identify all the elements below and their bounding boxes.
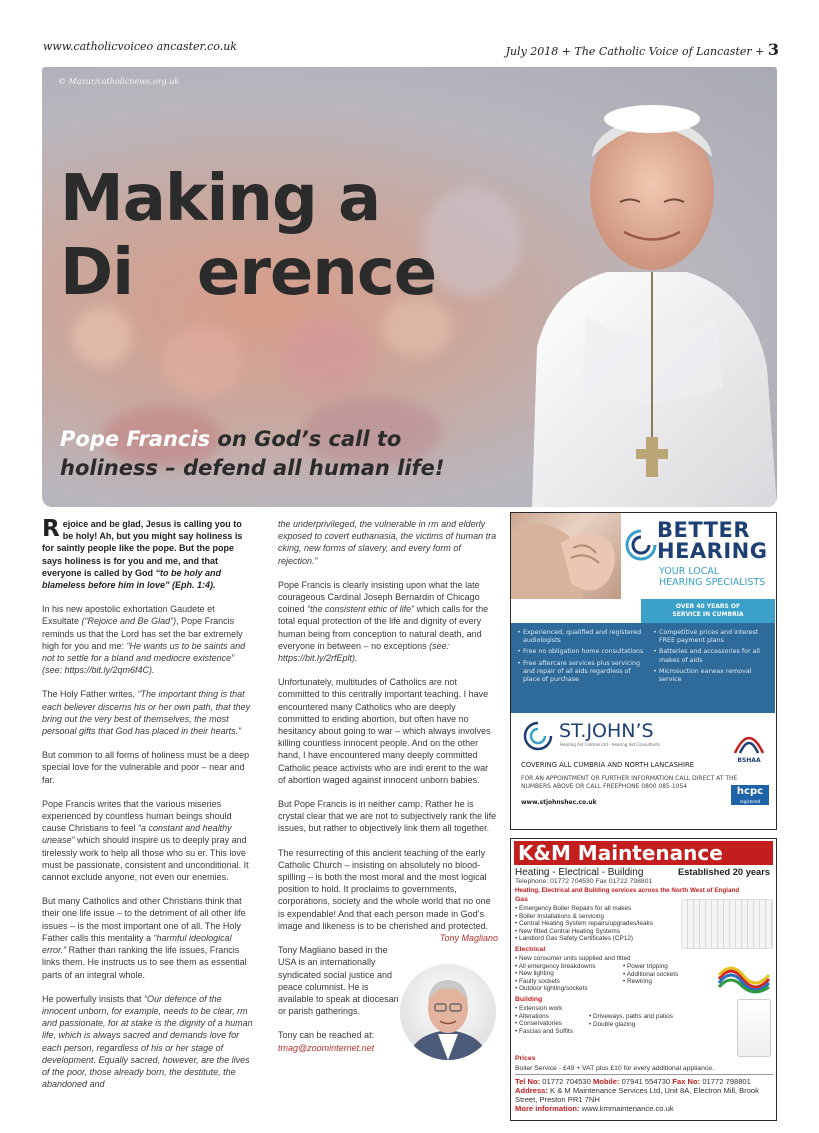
- st-johns-subtitle: Hearing Aid Centres Ltd · Hearing Aid Consultants: [560, 742, 660, 747]
- list-item: • Double glazing: [589, 1021, 673, 1029]
- article-column-1: [42, 518, 254, 1102]
- running-header: [43, 38, 779, 59]
- bokeh-light: [72, 307, 132, 367]
- st-johns-logo: ST.JOHN’S: [559, 720, 654, 742]
- km-mobile[interactable]: 07941 554730: [619, 1077, 673, 1086]
- list-item: • Landlord Gas Safety Certificates (CP12): [515, 935, 653, 943]
- cables-image: [715, 961, 773, 997]
- advert-km-maintenance[interactable]: [510, 838, 777, 1121]
- service-item: • Microsuction earwax removal service: [653, 668, 771, 684]
- list-item: • New lighting: [515, 970, 631, 978]
- bokeh-light: [162, 327, 242, 397]
- paragraph: But many Catholics and other Christians think that their one life issue – to the detriment of all other life issues – is the most important one of all. The Holy Father calls this mentality a “harmful ideological error.” Rather than ranking the life issues, Francis links them. He instructs us to see them as essential parts of an integral whole.: [42, 896, 247, 980]
- gas-heading: Gas: [515, 896, 528, 903]
- km-contact-details: Tel No: 01772 704530 Mobile: 07941 554730 Fax No: 01772 798801 Address: K & M Maintenance Services Ltd, Unit 8A, Electron Mill, Brook Street, Preston PR1 7NH More information: www.kmmaintenance.co.uk: [515, 1077, 759, 1113]
- better-hearing-swirl-icon: [623, 527, 659, 563]
- paragraph: The Holy Father writes, “The important thing is that each believer discerns his or her own path, that they bring out the very best of themselves, the most personal gifts that God has placed in their hearts.”: [42, 689, 251, 737]
- article-column-2: [278, 518, 498, 1066]
- paragraph: In his new apostolic exhortation Gaudete et Exsultate (“Rejoice and Be Glad”), Pope Francis reminds us that the Lord has set the bar extremely high for you and me: “He wants us to be saints and not to settle for a bland and mediocre existence” (see: https://bit.ly/2qm6f4C).: [42, 604, 246, 676]
- years-banner: OVER 40 YEARS OF SERVICE IN CUMBRIA: [641, 599, 775, 623]
- better-hearing-logo: BETTER HEARING: [657, 518, 768, 563]
- paragraph: Pope Francis is clearly insisting upon what the late courageous Cardinal Joseph Bernardin of Chicago coined “the consistent ethic of life” which calls for the total equal protection of the life and dignity of every human being from conception to natural death, and everyone in between – no exceptions (see: https://bit.ly/2rfEplt).: [278, 579, 489, 664]
- service-item: • Competitive prices and interest FREE payment plans: [653, 629, 771, 645]
- building-list-left: [515, 1005, 573, 1035]
- list-item: • Fascias and Soffits: [515, 1028, 573, 1036]
- lead-paragraph: Rejoice and be glad, Jesus is calling you to be holy! Ah, but you might say holiness is for saintly people like the pope. But the pope says holiness is for you and me, and that everyone is called by God “to be holy and blameless before him in love” (Eph. 1:4).: [42, 516, 243, 591]
- standfirst-text: on God’s call to: [210, 427, 402, 451]
- bio-text: Tony Magliano based in the USA is an internationally syndicated social justice and peace columnist. He is available to speak at diocesan or parish gatherings.: [278, 945, 399, 1017]
- contact-line: Tony can be reached at:: [278, 1030, 375, 1041]
- page-number: 3: [767, 40, 779, 59]
- km-telephone[interactable]: 01772 704530: [540, 1077, 593, 1086]
- bshaa-badge-icon: [729, 723, 769, 757]
- km-website[interactable]: www.kmmaintenance.co.uk: [579, 1104, 674, 1113]
- list-item: • Boiler Installations & servicing: [515, 913, 653, 921]
- hcpc-badge: hcpc: [731, 785, 769, 805]
- list-item: • New fitted Central Heating Systems: [515, 928, 653, 936]
- list-item: • Additional sockets: [623, 971, 678, 979]
- list-item: • Alterations: [515, 1013, 573, 1021]
- author-signature: Tony Magliano: [439, 933, 498, 944]
- boiler-image: [737, 999, 771, 1057]
- paragraph: But common to all forms of holiness must be a deep special love for the vulnerable and poor – near and far.: [42, 750, 250, 785]
- km-services-heading: Heating - Electrical - Building: [515, 867, 644, 878]
- km-established: Established 20 years: [678, 867, 770, 877]
- site-url[interactable]: www.catholicvoiceo ancaster.co.uk: [43, 40, 237, 53]
- paragraph: He powerfully insists that “Our defence of the innocent unborn, for example, needs to be clear, rm and passionate, for at stake is the dignity of a human life, which is always sacred and demands love for each person, regardless of his or her stage of development. Equally sacred, however, are the lives of the poor, those already born, the destitute, the abandoned and: [42, 993, 253, 1090]
- standfirst: [60, 425, 480, 483]
- service-item: • Experienced, qualified and registered audiologists: [517, 629, 649, 645]
- building-list-right: [589, 1013, 673, 1028]
- st-johns-website[interactable]: www.stjohnshec.co.uk: [521, 799, 597, 806]
- list-item: • All emergency breakdowns: [515, 963, 631, 971]
- services-list-right: [653, 629, 771, 687]
- paragraph: But Pope Francis is in neither camp. Rather he is crystal clear that we are not to subjectively rank the life issues, but rather to objectively link them all together.: [278, 799, 497, 834]
- list-item: • Outdoor lighting/sockets: [515, 985, 631, 993]
- paragraph: The resurrecting of this ancient teaching of the early Catholic Church – insisting on absolutely no blood-spilling – is both the most moral and the most logical position to hold. It proclaims to governments, corporations, society and the whole world that no one is expendable! And that each person made in God’s image and likeness is to be cherished and protected. Tony Magliano: [278, 847, 498, 944]
- st-johns-swirl-icon: [521, 721, 555, 751]
- service-item: • Free no obligation home consultations: [517, 648, 649, 656]
- drop-cap: R: [42, 516, 60, 542]
- issue-info: [506, 40, 779, 59]
- km-phone-line: Telephone: 01772 704530 Fax 01722 798801: [515, 878, 653, 885]
- divider: [515, 1074, 773, 1075]
- list-item: • Rewiring: [623, 978, 678, 986]
- bokeh-light: [422, 187, 522, 297]
- standfirst-line-2: holiness – defend all human life!: [60, 456, 445, 480]
- hand-to-ear-image: [511, 513, 621, 599]
- km-fax: 01772 798801: [700, 1077, 751, 1086]
- list-item: • New consumer units supplied and fitted: [515, 955, 631, 963]
- gas-list: [515, 905, 653, 943]
- paragraph: Pope Francis writes that the various miseries experienced by countless human beings should cause Christians to feel “a constant and healthy unease” which should inspire us to deeply pray and tirelessly work to help all those who su er. This love must be passionate, consistent and unconditional. It cannot exclude anyone, not even our enemies.: [42, 798, 249, 883]
- author-email[interactable]: tmag@zoominternet.net: [278, 1042, 375, 1053]
- bokeh-light: [282, 317, 372, 397]
- services-panel: [511, 623, 775, 713]
- list-item: • Faulty sockets: [515, 978, 631, 986]
- boiler-service-price: Boiler Service - £49 + VAT plus £10 for every additional appliance.: [515, 1065, 714, 1072]
- ear-photo: [511, 513, 621, 599]
- electrical-list-left: [515, 955, 631, 993]
- pope-francis-photo: [512, 67, 777, 507]
- hearing-tagline: YOUR LOCAL HEARING SPECIALISTS: [659, 566, 766, 588]
- paragraph: Unfortunately, multitudes of Catholics are not committed to this centrally important teaching. I have encountered many Catholics who are deeply committed to ending abortion, but often have no hesitancy about going to war – which always involves killing countless innocent people. And on the other hand, I have encountered many deeply committed Catholic peace activists who are indi erent to the war of abortion waged against innocent unborn babies.: [278, 677, 491, 785]
- list-item: • Emergency Boiler Repairs for all makes: [515, 905, 653, 913]
- issue-label: July 2018 + The Catholic Voice of Lancaster +: [505, 45, 765, 58]
- author-bio: [278, 944, 498, 1054]
- list-item: • Central Heating System repairs/upgrades/leaks: [515, 920, 653, 928]
- standfirst-accent: Pope Francis: [60, 427, 211, 451]
- bshaa-label: BSHAA: [737, 757, 761, 764]
- advert-better-hearing[interactable]: [510, 512, 777, 830]
- list-item: • Driveways, paths and patios: [589, 1013, 673, 1021]
- prices-heading: Prices: [515, 1055, 536, 1062]
- author-photo: [400, 964, 496, 1060]
- electrical-heading: Electrical: [515, 946, 546, 953]
- service-item: • Batteries and accessories for all makes of aids: [653, 648, 771, 664]
- author-portrait: [400, 964, 496, 1060]
- hero-banner: [42, 67, 777, 507]
- headline-line-1: Making a: [60, 162, 381, 236]
- paragraph: the underprivileged, the vulnerable in rm and elderly exposed to covert euthanasia, the victims of human tra cking, new forms of slavery, and every form of rejection.”: [278, 519, 497, 566]
- services-list-left: [517, 629, 649, 687]
- headline: [60, 162, 436, 310]
- appointment-info: FOR AN APPOINTMENT OR FURTHER INFORMATION CALL DIRECT AT THE NUMBERS ABOVE OR CALL FREEPHONE 0800 085 1054: [521, 775, 738, 790]
- list-item: • Extension work: [515, 1005, 573, 1013]
- list-item: • Conservatories: [515, 1020, 573, 1028]
- km-address: K & M Maintenance Services Ltd, Unit 8A, Electron Mill, Brook Street, Preston PR1 7NH: [515, 1086, 759, 1104]
- hcpc-registered: registered: [739, 799, 761, 804]
- photo-credit: © Mazur/catholicnews.org.uk: [58, 77, 180, 86]
- coverage-area: COVERING ALL CUMBRIA AND NORTH LANCASHIRE: [521, 761, 695, 769]
- headline-line-2: Di erence: [60, 236, 437, 310]
- km-service-area: Heating, Electrical and Building services across the North West of England: [515, 887, 740, 894]
- list-item: • Power tripping: [623, 963, 678, 971]
- km-brand-banner: K&M Maintenance: [514, 841, 773, 865]
- service-item: • Free aftercare services plus servicing and repair of all aids regardless of place of purchase: [517, 660, 649, 685]
- electrical-list-right: [623, 963, 678, 986]
- building-heading: Building: [515, 996, 543, 1003]
- radiator-image: [681, 899, 773, 949]
